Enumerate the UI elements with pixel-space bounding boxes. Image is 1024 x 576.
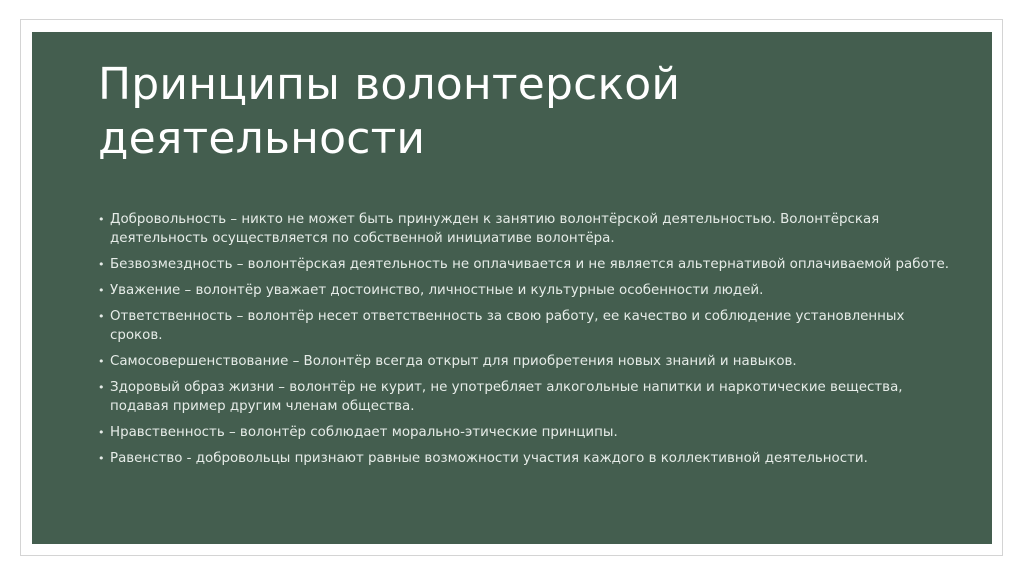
bullet-text: Здоровый образ жизни – волонтёр не курит, не употребляет алкогольные напитки и наркотические вещества, подавая пример другим членам общества.: [110, 380, 903, 414]
bullet-dot-icon: •: [98, 258, 105, 271]
bullet-item-voluntariness: [98, 210, 958, 248]
bullet-item-morality: [98, 423, 958, 442]
bullet-text: Добровольность – никто не может быть принужден к занятию волонтёрской деятельностью. Волонтёрская деятельность осуществляется по собственной инициативе волонтёра.: [110, 212, 880, 246]
bullet-dot-icon: •: [98, 284, 105, 297]
bullet-text: Нравственность – волонтёр соблюдает морально-этические принципы.: [110, 425, 618, 440]
slide: [32, 32, 992, 544]
title-line-1: Принципы волонтерской: [98, 59, 681, 110]
slide-title: [98, 58, 918, 166]
bullet-dot-icon: •: [98, 310, 105, 323]
bullet-item-responsibility: [98, 307, 958, 345]
bullet-dot-icon: •: [98, 213, 105, 226]
bullet-dot-icon: •: [98, 381, 105, 394]
bullet-item-healthy-lifestyle: [98, 378, 958, 416]
bullet-text: Уважение – волонтёр уважает достоинство, личностные и культурные особенности людей.: [110, 283, 764, 298]
bullet-dot-icon: •: [98, 426, 105, 439]
bullet-text: Ответственность – волонтёр несет ответственность за свою работу, ее качество и соблюдение установленных сроков.: [110, 309, 905, 343]
bullet-text: Безвозмездность – волонтёрская деятельность не оплачивается и не является альтернативой оплачиваемой работе.: [110, 257, 950, 272]
bullet-item-self-improvement: [98, 352, 958, 371]
bullet-text: Самосовершенствование – Волонтёр всегда открыт для приобретения новых знаний и навыков.: [110, 354, 797, 369]
bullet-item-gratuitousness: [98, 255, 958, 274]
bullet-item-respect: [98, 281, 958, 300]
bullet-dot-icon: •: [98, 452, 105, 465]
bullet-list: [98, 210, 958, 475]
bullet-dot-icon: •: [98, 355, 105, 368]
title-line-2: деятельности: [98, 113, 426, 164]
bullet-text: Равенство - добровольцы признают равные возможности участия каждого в коллективной деятельности.: [110, 451, 868, 466]
bullet-item-equality: [98, 449, 958, 468]
